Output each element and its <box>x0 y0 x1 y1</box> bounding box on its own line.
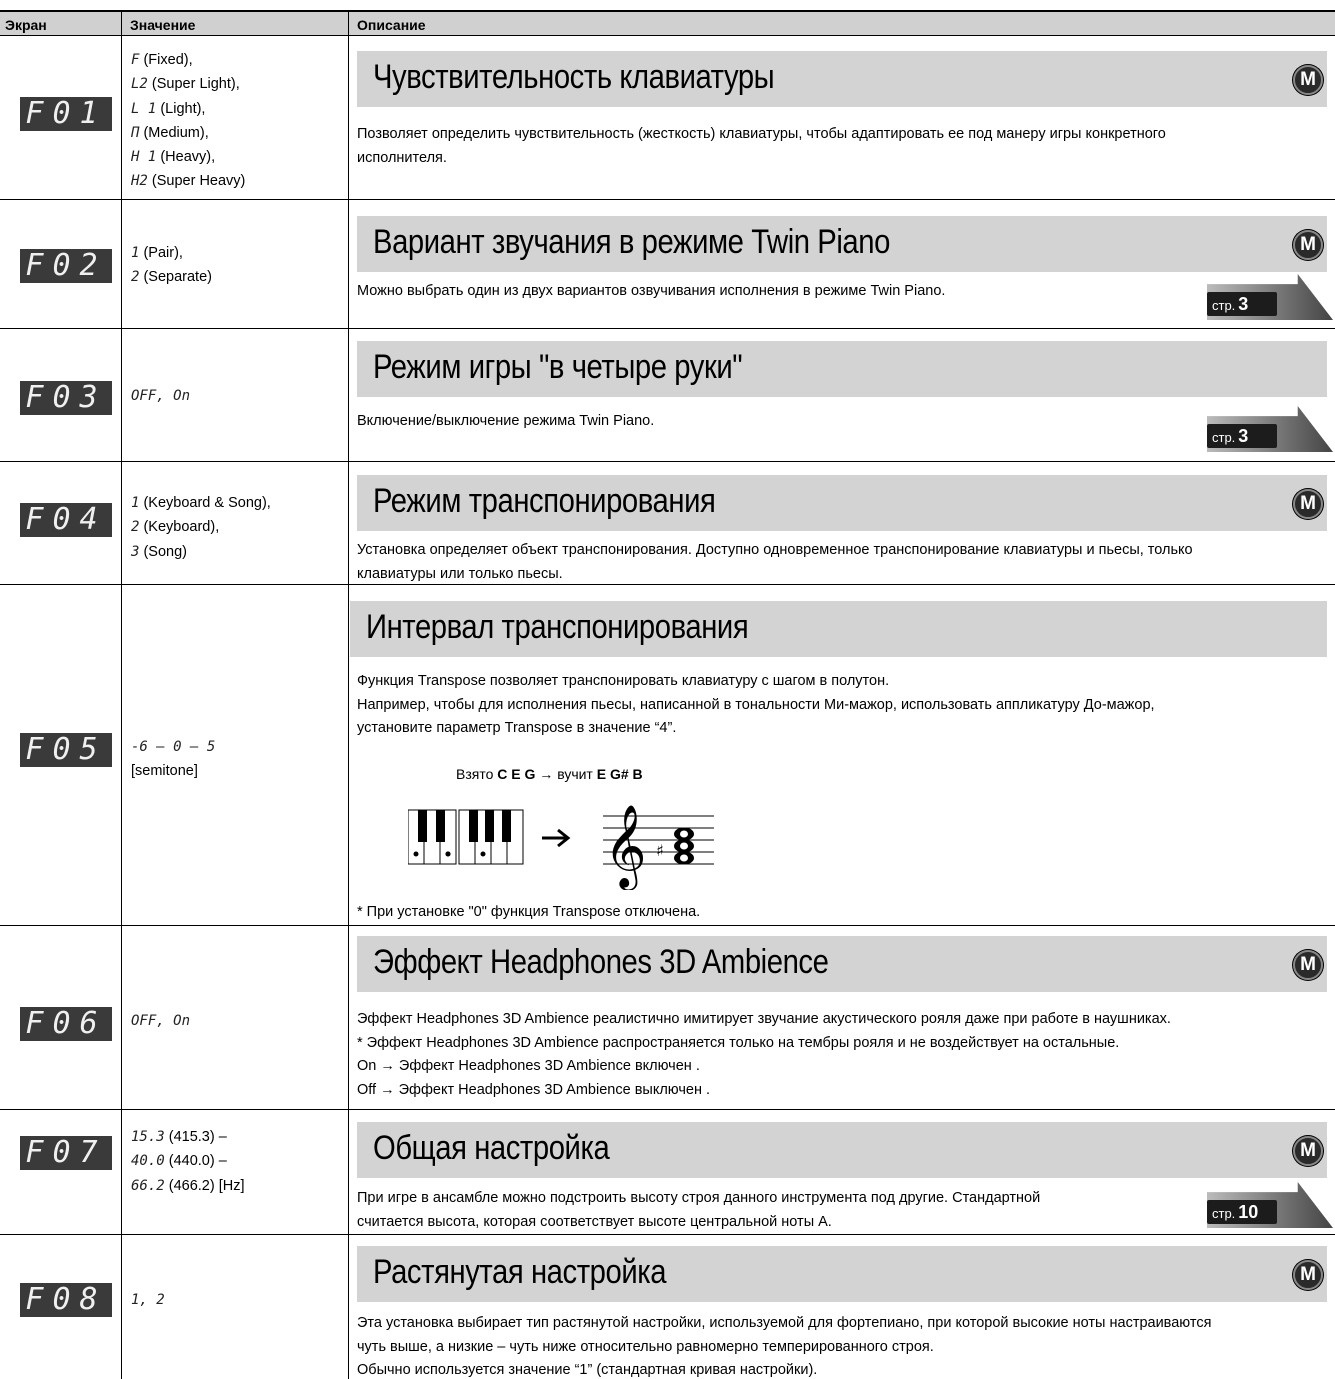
description: Включение/выключение режима Twin Piano. <box>357 413 655 429</box>
section-title: Интервал транспонирования <box>350 601 1327 657</box>
page-reference[interactable]: стр. 3 <box>1207 406 1333 452</box>
lcd-display: F01 <box>20 97 112 131</box>
description: Установка определяет объект транспонирования. Доступно одновременное транспонирование клавиатуры и пьесы, только клавиатуры или только пьесы. <box>357 542 1193 582</box>
value-list: OFF, On <box>131 1013 191 1029</box>
value-list: F (Fixed), L2 (Super Light), L 1 (Light), Π (Medium), H 1 (Heavy), H2 (Super Heavy) <box>131 52 246 190</box>
table-row <box>0 200 1335 329</box>
value-list: 1 (Pair), 2 (Separate) <box>131 245 212 286</box>
svg-text:♯: ♯ <box>656 841 664 860</box>
lcd-display: F04 <box>20 503 112 537</box>
transpose-caption: Взято C E G → вучит E G# B <box>456 766 643 782</box>
value-list: 1 (Keyboard & Song), 2 (Keyboard), 3 (Song) <box>131 495 271 560</box>
description: Эффект Headphones 3D Ambience реалистично имитирует звучание акустического рояля даже при работе в наушниках. * Эффект Headphones 3D Ambience распространяется только на тембры рояля и не воздействует на остальные. On → Эффект Headphones 3D Ambience включен . Off → Эффект Headphones 3D Ambience выключен . <box>357 1011 1171 1098</box>
section-title: Режим игры "в четыре руки" <box>357 341 1327 397</box>
value-list: 1, 2 <box>131 1292 165 1308</box>
header-value: Значение <box>130 17 196 33</box>
lcd-display: F03 <box>20 381 112 415</box>
description: Позволяет определить чувствительность (жесткость) клавиатуры, чтобы адаптировать ее под манеру игры конкретного исполнителя. <box>357 126 1166 166</box>
table-row <box>0 36 1335 200</box>
table-row <box>0 329 1335 462</box>
transpose-illustration <box>408 760 728 890</box>
m-icon: M <box>1293 230 1323 260</box>
page-reference[interactable]: стр. 3 <box>1207 274 1333 320</box>
table-row <box>0 462 1335 585</box>
m-icon: M <box>1293 950 1323 980</box>
table-row <box>0 926 1335 1110</box>
description: При игре в ансамбле можно подстроить высоту строя данного инструмента под другие. Стандартной считается высота, которая соответствует высоте центральной ноты A. <box>357 1190 1041 1230</box>
table-row <box>0 1110 1335 1235</box>
m-icon: M <box>1293 489 1323 519</box>
m-icon: M <box>1293 65 1323 95</box>
keyboard-staff-icon <box>408 790 728 890</box>
svg-text:𝄞: 𝄞 <box>604 803 647 887</box>
description: Функция Transpose позволяет транспонировать клавиатуру с шагом в полутон. Например, чтобы для исполнения пьесы, написанной в тональности Ми-мажор, использовать аппликатуру До-мажор, установите параметр Transpose в значение “4”. <box>357 673 1155 736</box>
lcd-display: F08 <box>20 1283 112 1317</box>
lcd-display: F05 <box>20 733 112 767</box>
description: Можно выбрать один из двух вариантов озвучивания исполнения в режиме Twin Piano. <box>357 283 946 299</box>
lcd-display: F06 <box>20 1007 112 1041</box>
section-title: Общая настройка M <box>357 1122 1327 1178</box>
table-header <box>0 10 1335 36</box>
section-title: Вариант звучания в режиме Twin Piano M <box>357 216 1327 272</box>
lcd-display: F02 <box>20 249 112 283</box>
m-icon: M <box>1293 1136 1323 1166</box>
value-list: OFF, On <box>131 388 191 404</box>
header-description: Описание <box>357 17 426 33</box>
section-title: Эффект Headphones 3D Ambience M <box>357 936 1327 992</box>
section-title: Чувствительность клавиатуры M <box>357 51 1327 107</box>
value-list: -6 – 0 – 5 [semitone] <box>131 739 216 780</box>
lcd-display: F07 <box>20 1136 112 1170</box>
header-screen: Экран <box>5 17 47 33</box>
footnote: * При установке "0" функция Transpose отключена. <box>357 904 701 920</box>
section-title: Режим транспонирования M <box>357 475 1327 531</box>
page-reference[interactable]: стр. 10 <box>1207 1182 1333 1228</box>
m-icon: M <box>1293 1260 1323 1290</box>
table-row <box>0 585 1335 926</box>
description: Эта установка выбирает тип растянутой настройки, используемой для фортепиано, при которой высокие ноты настраиваются чуть выше, а низкие – чуть ниже относительно равномерно темперированного строя. Обычно используется значение “1” (стандартная кривая настройки). <box>357 1315 1212 1378</box>
table-row <box>0 1235 1335 1379</box>
section-title: Растянутая настройка M <box>357 1246 1327 1302</box>
value-list: 15.3 (415.3) – 40.0 (440.0) – 66.2 (466.2) [Hz] <box>131 1129 245 1194</box>
